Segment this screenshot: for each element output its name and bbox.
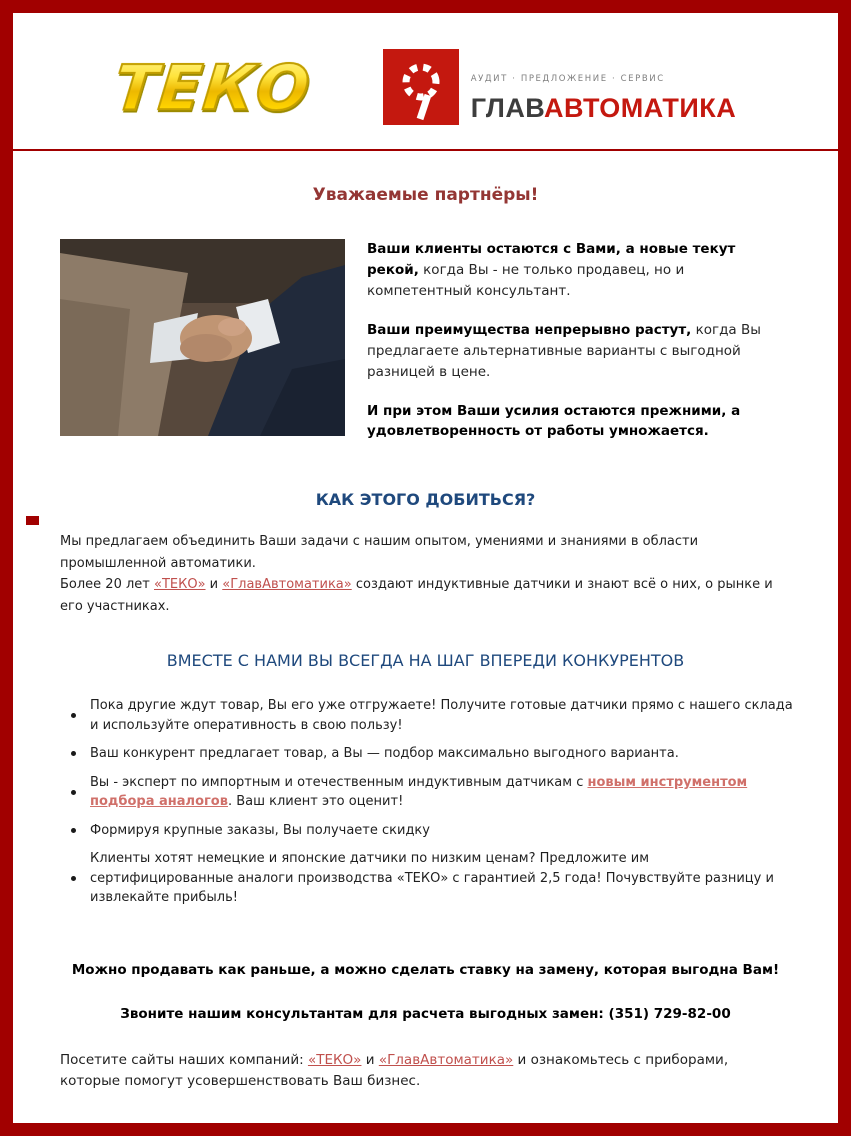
cta-main: Можно продавать как раньше, а можно сделать ставку на замену, которая выгодна Вам! <box>71 961 780 978</box>
bullet-text: Клиенты хотят немецкие и японские датчики по низким ценам? Предложите им сертифицированные аналоги производства «ТЕКО» с гарантией 2,5 года! Почувствуйте разницу и извлекайте прибыль! <box>90 851 774 906</box>
glavavtomatika-site-link[interactable]: «ГлавАвтоматика» <box>222 577 352 593</box>
bullet-text <box>90 773 796 812</box>
glav-logo-text-block <box>471 74 737 125</box>
list-item <box>71 821 796 841</box>
cta-call-label: Звоните нашим консультантам для расчета выгодных замен: <box>120 1005 609 1022</box>
greeting-title: Уважаемые партнёры! <box>312 185 539 205</box>
how-paragraph-line1: Мы предлагаем объединить Ваши задачи с нашим опытом, умениями и знаниями в области промышленной автоматики. <box>60 534 699 571</box>
intro-paragraph-1 <box>367 239 791 302</box>
advantages-list <box>13 696 838 908</box>
bullet-icon <box>71 876 76 881</box>
glavavtomatika-site-link-footer[interactable]: «ГлавАвтоматика» <box>378 1051 514 1068</box>
how-p2-end: создают индуктивные датчики и знают всё о них, о рынке и его участниках. <box>60 577 773 614</box>
how-paragraph-line2 <box>60 574 791 617</box>
how-paragraph <box>13 531 838 617</box>
list-item <box>71 773 796 812</box>
bullet-text-before: Вы - эксперт по импортным и отечественным индуктивным датчикам с <box>90 774 588 790</box>
intro-section <box>13 239 838 442</box>
header <box>13 13 838 149</box>
glav-name-dark: ГЛАВ <box>470 93 544 123</box>
teko-logo[interactable] <box>110 50 315 124</box>
glavavtomatika-sun-icon <box>383 49 459 125</box>
red-divider <box>13 149 838 151</box>
how-p2-and: и <box>205 577 223 593</box>
frame-notch <box>26 516 39 525</box>
visit-end: и ознакомьтесь с приборами, которые помогут усовершенствовать Ваш бизнес. <box>60 1051 729 1090</box>
advantages-title: ВМЕСТЕ С НАМИ ВЫ ВСЕГДА НА ШАГ ВПЕРЕДИ КОНКУРЕНТОВ <box>166 651 685 671</box>
list-item <box>71 744 796 764</box>
intro-paragraph-2 <box>367 320 791 383</box>
teko-logo-text: ТЕКО <box>110 50 315 124</box>
intro-text <box>367 239 791 442</box>
bullet-text-after: . Ваш клиент это оценит! <box>227 794 404 810</box>
cta-call <box>13 1006 838 1022</box>
bullet-icon <box>71 713 76 718</box>
glav-tagline: АУДИТ · ПРЕДЛОЖЕНИЕ · СЕРВИС <box>470 74 665 84</box>
glav-brand-name <box>471 93 737 124</box>
bullet-icon <box>71 828 76 833</box>
intro-p1-rest: когда Вы - не только продавец, но и компетентный консультант. <box>367 261 685 299</box>
bullet-icon <box>71 790 76 795</box>
glavavtomatika-logo[interactable] <box>383 49 737 125</box>
handshake-photo <box>60 239 345 436</box>
how-title: КАК ЭТОГО ДОБИТЬСЯ? <box>315 490 536 510</box>
intro-p3-bold: И при этом Ваши усилия остаются прежними, а удовлетворенность от работы умножается. <box>367 402 741 440</box>
teko-site-link[interactable]: «ТЕКО» <box>154 577 206 593</box>
teko-site-link-footer[interactable]: «ТЕКО» <box>307 1051 362 1068</box>
bullet-icon <box>71 751 76 756</box>
glav-name-red: АВТОМАТИКА <box>543 93 737 123</box>
intro-paragraph-3 <box>367 401 791 443</box>
phone-number: (351) 729-82-00 <box>608 1005 731 1022</box>
intro-p2-bold: Ваши преимущества непрерывно растут, <box>367 321 692 338</box>
visit-paragraph <box>13 1050 838 1093</box>
list-item <box>71 696 796 735</box>
bullet-text: Формируя крупные заказы, Вы получаете скидку <box>90 822 430 838</box>
list-item <box>71 849 796 908</box>
bullet-text: Ваш конкурент предлагает товар, а Вы — подбор максимально выгодного варианта. <box>90 746 679 762</box>
how-p2-start: Более 20 лет <box>60 577 154 593</box>
visit-and: и <box>361 1051 379 1068</box>
email-body <box>13 13 838 1123</box>
visit-start: Посетите сайты наших компаний: <box>60 1051 308 1068</box>
analog-selection-tool-link[interactable]: новым инструментом подбора аналогов <box>90 774 748 810</box>
bullet-text: Пока другие ждут товар, Вы его уже отгружаете! Получите готовые датчики прямо с нашего склада и используйте оперативность в свою пользу! <box>90 698 793 733</box>
intro-p1-bold: Ваши клиенты остаются с Вами, а новые текут рекой, <box>367 241 736 278</box>
intro-p2-rest: когда Вы предлагаете альтернативные варианты с выгодной разницей в цене. <box>367 321 761 380</box>
